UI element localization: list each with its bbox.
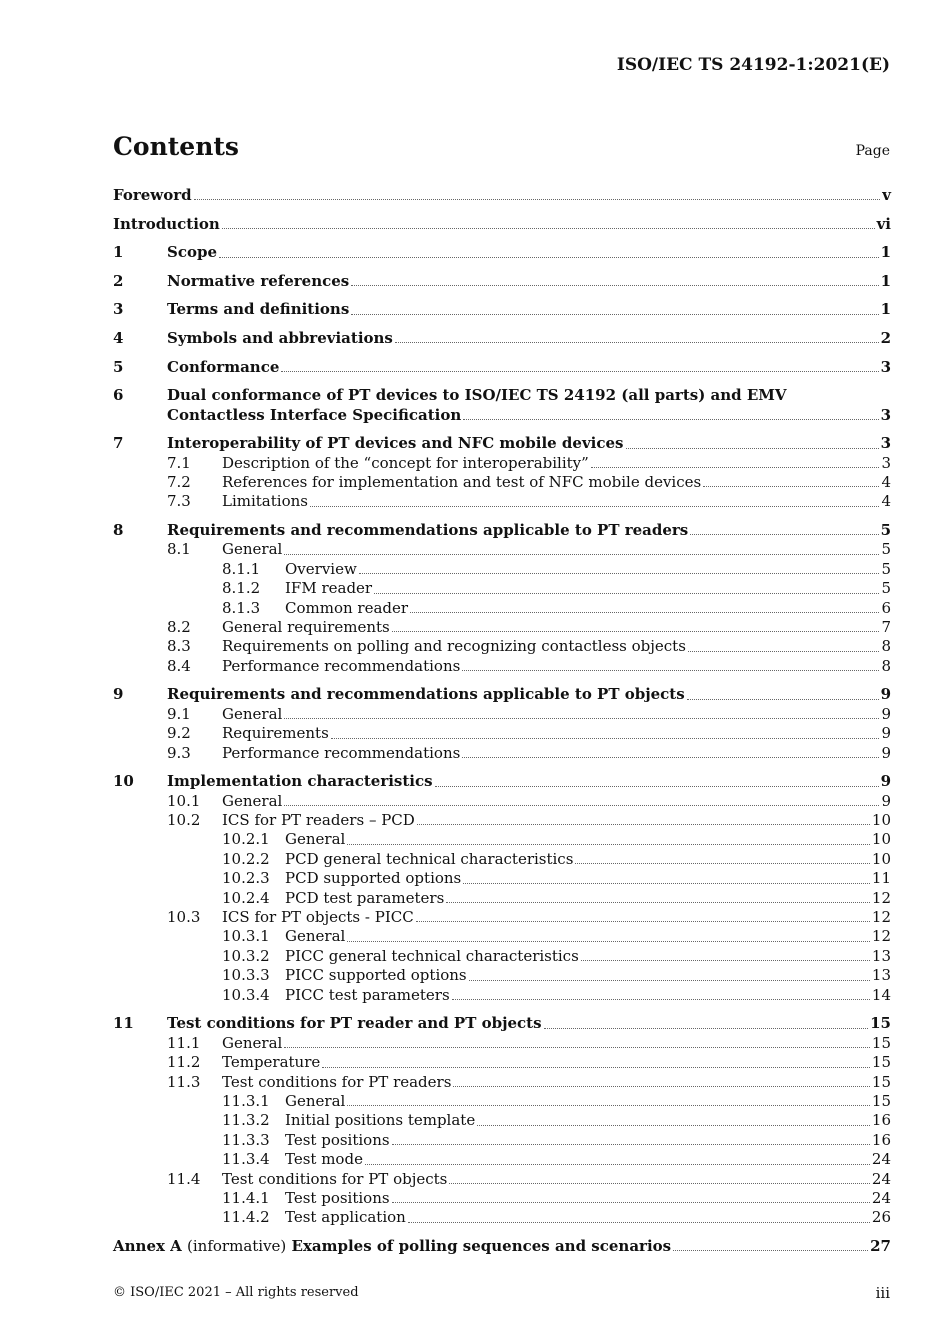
toc-title: General — [285, 830, 346, 849]
toc-entry-10-2-3[interactable] — [113, 869, 891, 888]
toc-entry-9-2[interactable] — [113, 724, 891, 743]
toc-title: General — [285, 1091, 346, 1110]
toc-page: 5 — [881, 579, 891, 598]
leader-dots — [410, 612, 879, 613]
toc-page: 9 — [881, 704, 891, 723]
leader-dots — [351, 314, 878, 315]
toc-entry-10-1[interactable] — [113, 792, 891, 811]
leader-dots — [462, 670, 879, 671]
toc-title: Interoperability of PT devices and NFC mobile devices — [167, 434, 624, 453]
toc-page: 9 — [881, 724, 891, 743]
toc-number: 11.4.1 — [222, 1188, 270, 1207]
toc-title: PICC general technical characteristics — [285, 946, 579, 965]
leader-dots — [281, 371, 878, 372]
leader-dots — [347, 844, 870, 845]
toc-entry-11-1[interactable] — [113, 1034, 891, 1053]
toc-page: 4 — [881, 492, 891, 511]
toc-entry-8-2[interactable] — [113, 618, 891, 637]
toc-entry-11-3-2[interactable] — [113, 1111, 891, 1130]
leader-dots — [284, 718, 879, 719]
table-of-contents — [113, 186, 891, 1256]
leader-dots — [452, 999, 870, 1000]
toc-title: PICC test parameters — [285, 985, 450, 1004]
toc-number: 10.2.1 — [222, 830, 270, 849]
toc-number: 11.3.4 — [222, 1150, 270, 1169]
toc-title: Foreword — [113, 186, 192, 204]
toc-number: 10 — [113, 772, 134, 791]
leader-dots — [351, 285, 878, 286]
leader-dots — [284, 1047, 870, 1048]
toc-entry-11-2[interactable] — [113, 1053, 891, 1072]
toc-entry-foreword[interactable] — [113, 186, 891, 205]
toc-entry-11-3-1[interactable] — [113, 1092, 891, 1111]
toc-title: References for implementation and test of NFC mobile devices — [222, 472, 702, 491]
toc-page: 15 — [871, 1033, 891, 1052]
toc-entry-7-2[interactable] — [113, 473, 891, 492]
toc-page: 9 — [880, 685, 891, 704]
toc-number: 11.4.2 — [222, 1208, 270, 1227]
toc-number: 8.4 — [167, 656, 191, 675]
toc-page: 10 — [871, 811, 891, 830]
toc-entry-10[interactable] — [113, 772, 891, 791]
toc-entry-9-1[interactable] — [113, 705, 891, 724]
toc-number: 9 — [113, 685, 124, 704]
leader-dots — [673, 1250, 868, 1251]
toc-page: 9 — [881, 791, 891, 810]
leader-dots — [477, 1125, 870, 1126]
toc-page: 12 — [871, 888, 891, 907]
leader-dots — [284, 554, 879, 555]
toc-entry-8-1[interactable] — [113, 540, 891, 559]
toc-page: 13 — [871, 946, 891, 965]
toc-entry-annex-a[interactable] — [113, 1237, 891, 1256]
toc-number: 11.3.1 — [222, 1091, 270, 1110]
toc-number: 8.1.3 — [222, 598, 261, 617]
toc-number: 11.2 — [167, 1053, 201, 1072]
toc-number: 8.2 — [167, 618, 191, 636]
toc-title: Implementation characteristics — [167, 772, 433, 791]
toc-entry-1[interactable] — [113, 243, 891, 262]
leader-dots — [310, 506, 879, 507]
leader-dots — [446, 902, 870, 903]
leader-dots — [374, 593, 879, 594]
toc-page: v — [882, 186, 891, 204]
toc-number: 11.4 — [167, 1169, 201, 1188]
toc-number: 6 — [113, 386, 124, 405]
toc-title: Test conditions for PT objects — [222, 1169, 448, 1188]
leader-dots — [463, 883, 870, 884]
toc-page: 15 — [870, 1014, 891, 1033]
toc-title: Test conditions for PT readers — [222, 1072, 452, 1091]
toc-page: 1 — [880, 243, 891, 262]
toc-entry-9[interactable] — [113, 685, 891, 704]
toc-page: 3 — [880, 434, 891, 453]
leader-dots — [688, 651, 880, 652]
toc-page: 5 — [881, 559, 891, 578]
toc-number: 7.1 — [167, 453, 191, 472]
leader-dots — [463, 419, 878, 420]
toc-page: 12 — [871, 927, 891, 946]
toc-page: 10 — [871, 849, 891, 868]
leader-dots — [417, 824, 870, 825]
toc-entry-6[interactable] — [113, 386, 891, 425]
toc-number: 8.1.1 — [222, 559, 261, 578]
toc-entry-11-4-1[interactable] — [113, 1189, 891, 1208]
toc-title: Normative references — [167, 271, 350, 290]
leader-dots — [591, 467, 880, 468]
toc-page: 8 — [881, 637, 891, 656]
annex-qualifier: (informative) — [187, 1236, 287, 1255]
toc-number: 10.2 — [167, 811, 201, 830]
toc-title — [113, 1237, 671, 1256]
toc-title: Performance recommendations — [222, 743, 461, 762]
toc-title: Test positions — [285, 1188, 390, 1207]
toc-entry-10-2[interactable] — [113, 811, 891, 830]
toc-number: 10.2.3 — [222, 869, 270, 888]
toc-entry-10-2-2[interactable] — [113, 850, 891, 869]
toc-number: 7.3 — [167, 492, 191, 511]
toc-entry-introduction[interactable] — [113, 215, 891, 234]
leader-dots — [395, 342, 879, 343]
toc-number: 11.3.3 — [222, 1130, 270, 1149]
toc-title: General — [222, 791, 283, 810]
toc-title: PCD supported options — [285, 869, 462, 888]
toc-page: 13 — [871, 966, 891, 985]
toc-entry-10-3-4[interactable] — [113, 986, 891, 1005]
leader-dots — [284, 805, 879, 806]
toc-entry-2[interactable] — [113, 272, 891, 291]
page-title: Contents — [113, 132, 240, 161]
toc-number: 3 — [113, 300, 124, 319]
toc-page: 2 — [880, 328, 891, 347]
toc-number: 8.1.2 — [222, 579, 261, 598]
toc-page: 3 — [880, 357, 891, 376]
toc-title: General requirements — [222, 618, 390, 636]
toc-entry-8-1-3[interactable] — [113, 599, 891, 618]
toc-title: Scope — [167, 243, 218, 262]
toc-page: 15 — [871, 1091, 891, 1110]
toc-title-line2: Contactless Interface Specification — [167, 405, 462, 424]
toc-entry-7-3[interactable] — [113, 492, 891, 511]
toc-title: General — [285, 927, 346, 946]
leader-dots — [347, 1105, 870, 1106]
toc-entry-11-3-3[interactable] — [113, 1131, 891, 1150]
toc-entry-10-3-3[interactable] — [113, 966, 891, 985]
toc-entry-11-3[interactable] — [113, 1073, 891, 1092]
leader-dots — [575, 863, 870, 864]
toc-entry-11-3-4[interactable] — [113, 1150, 891, 1169]
toc-title: Test mode — [285, 1150, 363, 1169]
toc-page: 1 — [880, 300, 891, 319]
toc-entry-10-3-2[interactable] — [113, 947, 891, 966]
toc-number: 1 — [113, 243, 124, 262]
toc-page: 1 — [880, 271, 891, 290]
leader-dots — [347, 941, 870, 942]
toc-title: General — [222, 540, 283, 559]
leader-dots — [416, 921, 870, 922]
toc-entry-11-4[interactable] — [113, 1170, 891, 1189]
toc-title: IFM reader — [285, 579, 373, 598]
leader-dots — [581, 960, 870, 961]
toc-page: 3 — [880, 405, 891, 424]
toc-page: 14 — [871, 985, 891, 1004]
toc-number: 8.1 — [167, 540, 191, 559]
toc-page: 15 — [871, 1072, 891, 1091]
toc-title: Common reader — [285, 598, 409, 617]
toc-page: 6 — [881, 598, 891, 617]
toc-page: 16 — [871, 1111, 891, 1130]
toc-number: 10.3.4 — [222, 985, 270, 1004]
toc-entry-8-4[interactable] — [113, 657, 891, 676]
toc-page: 24 — [871, 1169, 891, 1188]
copyright-notice: © ISO/IEC 2021 – All rights reserved — [113, 1285, 359, 1300]
toc-number: 5 — [113, 357, 124, 376]
toc-page: 7 — [881, 618, 891, 636]
leader-dots — [469, 980, 870, 981]
toc-page: 5 — [880, 520, 891, 539]
toc-entry-11-4-2[interactable] — [113, 1208, 891, 1227]
toc-number: 10.3.2 — [222, 946, 270, 965]
toc-number: 11.1 — [167, 1033, 201, 1052]
toc-number: 2 — [113, 271, 124, 290]
toc-title: ICS for PT objects - PICC — [222, 908, 414, 927]
page-number: iii — [875, 1284, 890, 1302]
toc-number: 4 — [113, 328, 124, 347]
toc-entry-8[interactable] — [113, 521, 891, 540]
toc-title: Requirements and recommendations applicable to PT objects — [167, 685, 685, 704]
toc-title: ICS for PT readers – PCD — [222, 811, 415, 830]
annex-title: Examples of polling sequences and scenarios — [291, 1236, 672, 1255]
toc-page: 24 — [871, 1188, 891, 1207]
toc-page: 15 — [871, 1053, 891, 1072]
toc-page: vi — [876, 214, 891, 233]
toc-number: 7 — [113, 434, 124, 453]
toc-title: Test application — [285, 1208, 406, 1227]
toc-number: 9.1 — [167, 704, 191, 723]
toc-entry-3[interactable] — [113, 300, 891, 319]
leader-dots — [690, 534, 878, 535]
toc-number: 10.3.3 — [222, 966, 270, 985]
toc-page: 10 — [871, 830, 891, 849]
toc-entry-8-1-2[interactable] — [113, 579, 891, 598]
toc-entry-10-2-4[interactable] — [113, 889, 891, 908]
toc-number: 10.2.2 — [222, 849, 270, 868]
toc-page: 8 — [881, 656, 891, 675]
leader-dots — [544, 1028, 869, 1029]
toc-title: Initial positions template — [285, 1111, 476, 1130]
toc-title: PCD test parameters — [285, 888, 445, 907]
leader-dots — [222, 228, 875, 229]
leader-dots — [194, 199, 881, 200]
toc-page: 26 — [871, 1208, 891, 1227]
leader-dots — [703, 486, 879, 487]
toc-entry-5[interactable] — [113, 358, 891, 377]
toc-title: Description of the “concept for interoperability” — [222, 453, 589, 472]
leader-dots — [359, 573, 880, 574]
toc-number: 10.1 — [167, 791, 201, 810]
toc-title: Introduction — [113, 214, 220, 233]
document-id: ISO/IEC TS 24192-1:2021(E) — [616, 55, 890, 75]
toc-title-line1: Dual conformance of PT devices to ISO/IEC TS 24192 (all parts) and EMV — [167, 386, 787, 405]
toc-title: Terms and definitions — [167, 300, 350, 319]
toc-page: 11 — [871, 869, 891, 888]
toc-number: 11.3.2 — [222, 1111, 270, 1130]
toc-entry-11[interactable] — [113, 1014, 891, 1033]
leader-dots — [626, 448, 879, 449]
toc-number: 10.3.1 — [222, 927, 270, 946]
toc-entry-9-3[interactable] — [113, 744, 891, 763]
toc-title: General — [222, 704, 283, 723]
leader-dots — [449, 1183, 870, 1184]
toc-page: 24 — [871, 1150, 891, 1169]
toc-entry-8-3[interactable] — [113, 637, 891, 656]
leader-dots — [219, 257, 879, 258]
toc-title: Performance recommendations — [222, 656, 461, 675]
toc-page: 5 — [881, 540, 891, 559]
leader-dots — [392, 631, 880, 632]
toc-title: PICC supported options — [285, 966, 467, 985]
toc-entry-7-1[interactable] — [113, 454, 891, 473]
toc-title: Temperature — [222, 1053, 321, 1072]
toc-number: 8.3 — [167, 637, 191, 656]
annex-label: Annex A — [113, 1236, 182, 1255]
page-column-label: Page — [855, 143, 890, 159]
toc-page: 4 — [881, 472, 891, 491]
leader-dots — [322, 1067, 870, 1068]
toc-number: 10.2.4 — [222, 888, 270, 907]
leader-dots — [392, 1144, 870, 1145]
leader-dots — [365, 1164, 870, 1165]
toc-entry-4[interactable] — [113, 329, 891, 348]
toc-entry-8-1-1[interactable] — [113, 560, 891, 579]
leader-dots — [435, 786, 879, 787]
toc-entry-10-2-1[interactable] — [113, 830, 891, 849]
toc-page: 3 — [881, 453, 891, 472]
toc-title: Conformance — [167, 357, 280, 376]
leader-dots — [687, 699, 879, 700]
toc-number: 10.3 — [167, 908, 201, 927]
toc-page: 9 — [880, 772, 891, 791]
toc-number: 9.3 — [167, 743, 191, 762]
toc-entry-10-3-1[interactable] — [113, 927, 891, 946]
toc-title: General — [222, 1033, 283, 1052]
leader-dots — [331, 738, 880, 739]
toc-title: Overview — [285, 559, 357, 578]
toc-title: Test conditions for PT reader and PT objects — [167, 1014, 542, 1033]
leader-dots — [392, 1202, 870, 1203]
toc-number: 7.2 — [167, 472, 191, 491]
toc-entry-7[interactable] — [113, 434, 891, 453]
toc-title: Limitations — [222, 492, 308, 511]
toc-entry-6-line2 — [113, 406, 891, 425]
toc-title: Test positions — [285, 1130, 390, 1149]
toc-title: Requirements on polling and recognizing contactless objects — [222, 637, 686, 656]
toc-title: Requirements — [222, 724, 329, 743]
toc-number: 9.2 — [167, 724, 191, 743]
toc-title: PCD general technical characteristics — [285, 849, 574, 868]
toc-number: 11.3 — [167, 1072, 201, 1091]
toc-number: 11 — [113, 1014, 134, 1033]
toc-page: 12 — [871, 908, 891, 927]
leader-dots — [462, 757, 879, 758]
toc-page: 27 — [870, 1236, 891, 1255]
toc-number: 8 — [113, 520, 124, 539]
toc-entry-6-line1 — [113, 386, 891, 405]
leader-dots — [408, 1222, 870, 1223]
toc-entry-10-3[interactable] — [113, 908, 891, 927]
toc-page: 16 — [871, 1130, 891, 1149]
toc-title: Symbols and abbreviations — [167, 328, 393, 347]
leader-dots — [453, 1086, 869, 1087]
toc-title: Requirements and recommendations applicable to PT readers — [167, 520, 689, 539]
toc-page: 9 — [881, 743, 891, 762]
